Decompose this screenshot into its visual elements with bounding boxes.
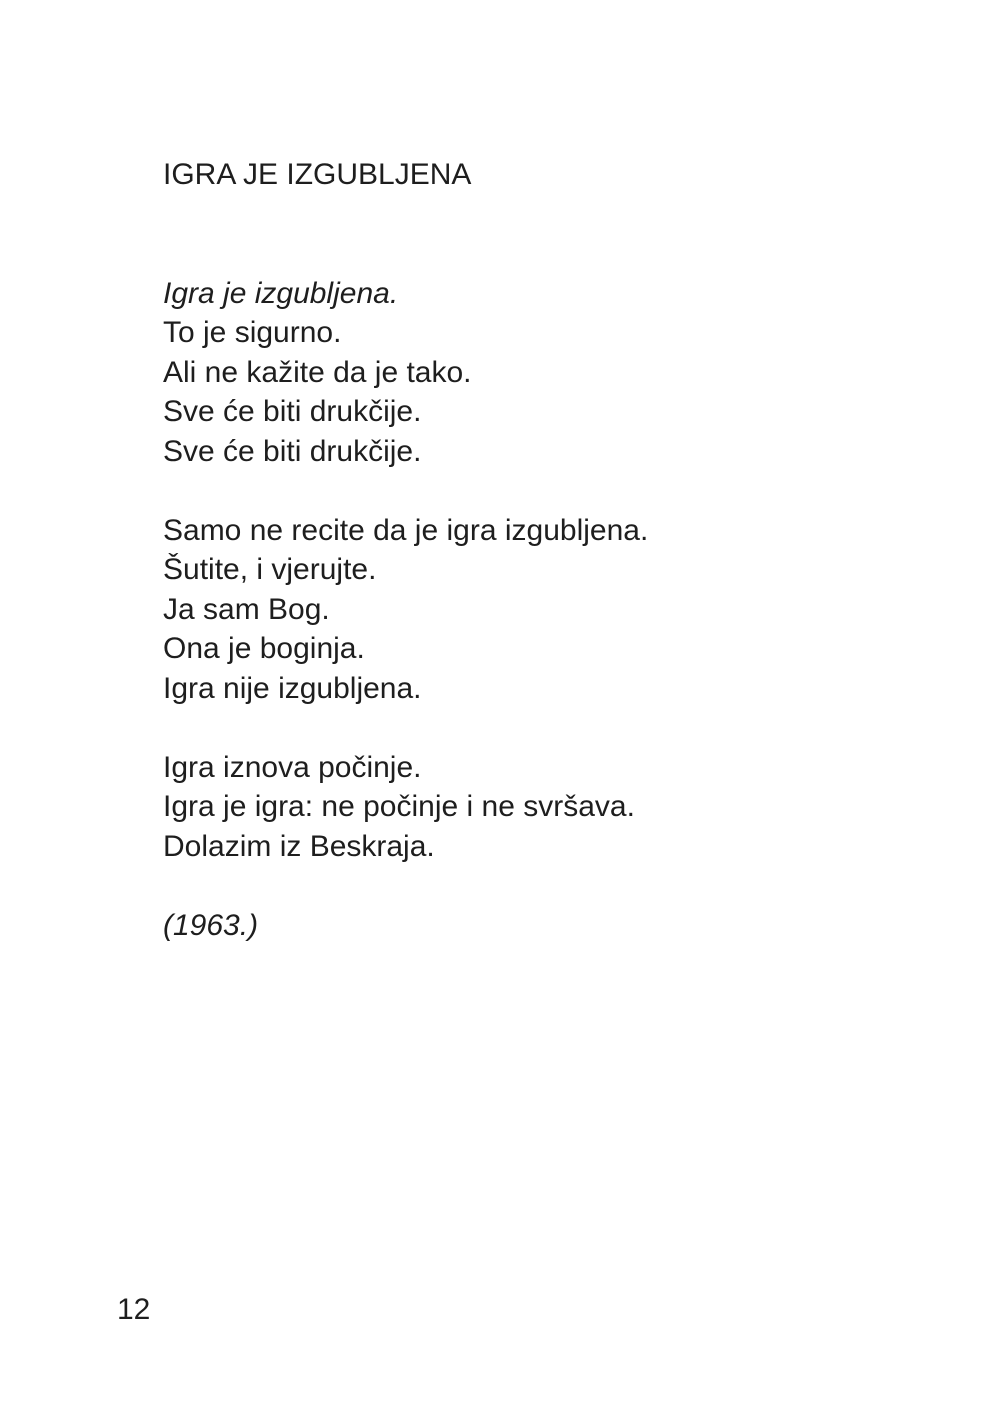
stanza: [163, 511, 648, 709]
poem-line: Igra nije izgubljena.: [163, 671, 422, 705]
poem-line: Ona je boginja.: [163, 632, 365, 665]
poem-title: IGRA JE IZGUBLJENA: [163, 158, 472, 191]
year-note: (1963.): [163, 908, 259, 942]
poem-line: Samo ne recite da je igra izgubljena.: [163, 513, 649, 547]
poem-line: Sve će biti drukčije.: [163, 395, 422, 428]
poem-line: Ali ne kažite da je tako.: [163, 355, 472, 389]
page-number: 12: [117, 1293, 151, 1326]
poem-line: Igra iznova počinje.: [163, 750, 422, 784]
poem-line: Igra je izgubljena.: [163, 276, 399, 310]
poem-body: [163, 274, 648, 867]
poem-line: Ja sam Bog.: [163, 592, 330, 626]
poem-line: Igra je igra: ne počinje i ne svršava.: [163, 790, 635, 823]
poem-line: Dolazim iz Beskraja.: [163, 829, 435, 863]
poem: [163, 155, 648, 945]
poem-line: Šutite, i vjerujte.: [163, 553, 377, 586]
stanza: [163, 748, 648, 867]
poem-line: Sve će biti drukčije.: [163, 434, 422, 468]
poem-line: To je sigurno.: [163, 316, 342, 349]
stanza: [163, 274, 648, 472]
